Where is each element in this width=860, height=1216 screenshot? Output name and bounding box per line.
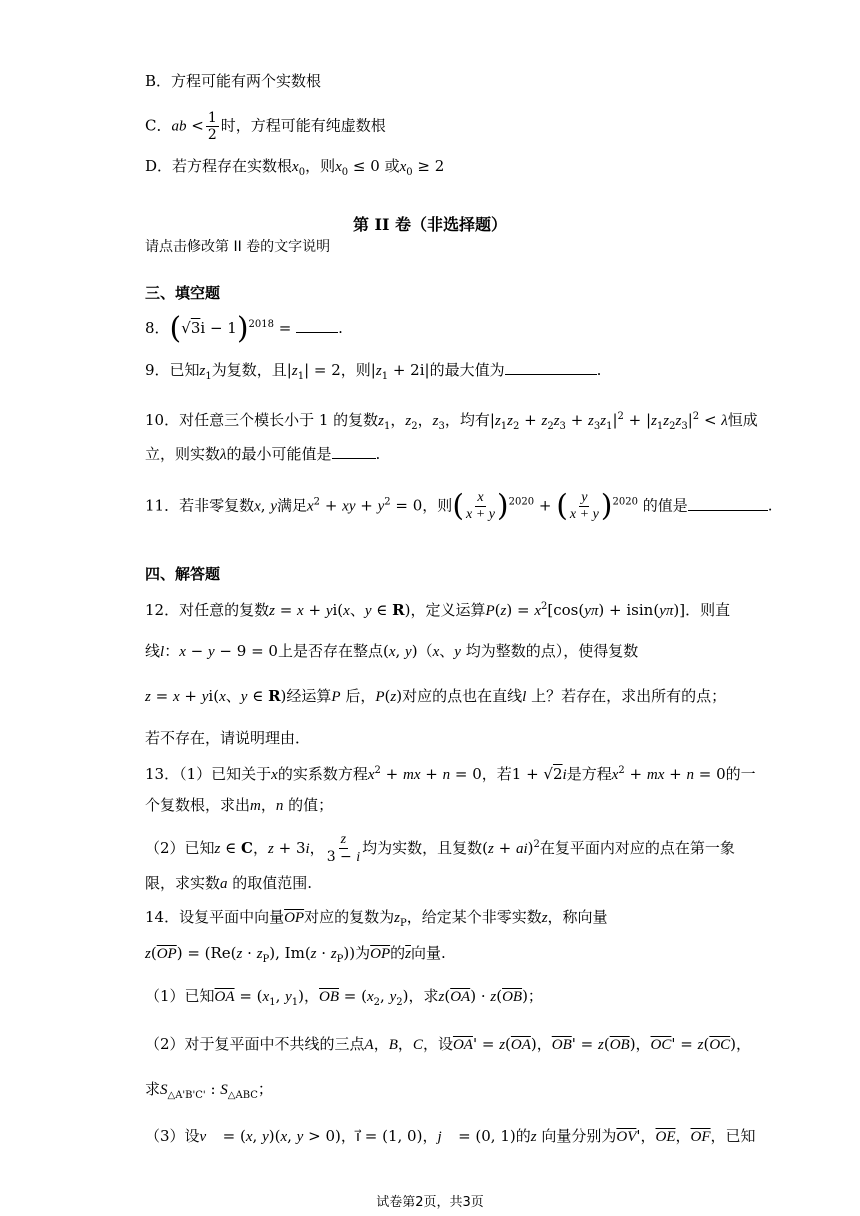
q13-l1b: 的实系数方程 — [277, 765, 368, 783]
q12-l3c: 对应的点也在直线 — [402, 687, 523, 705]
q12-l1b: ，定义运算 — [410, 601, 486, 619]
q13-l3a: （2）已知 — [145, 839, 215, 857]
q9-t3: 的最大值为 — [429, 361, 505, 379]
section4-heading: 四、解答题 — [145, 565, 221, 583]
q14-l6a: （3）设 — [145, 1127, 200, 1145]
question-13-line4: 限，求实数a 的取值范围. — [145, 874, 313, 892]
option-d: D．若方程存在实数根$x_0$，则$x_0 \le 0$ 或$x_0 \ge 2$ — [145, 157, 445, 178]
q14-l4b: ，设 — [422, 1035, 453, 1053]
q11-t1: 满足 — [276, 496, 307, 515]
q13-l1c: ，若 — [481, 765, 512, 783]
q13-l3b: 均为实数，且复数 — [362, 839, 483, 857]
q12-l3d: 上？若存在，求出所有的点； — [531, 687, 727, 705]
q14-l2b: 的 — [390, 944, 406, 962]
q14-l1b: 对应的复数为 — [304, 908, 395, 926]
question-14-line5: 求$S_{\triangle A'B'C'}$ : $S_{\triangle ABC}$； — [145, 1080, 273, 1101]
question-13-line2: 个复数根，求出m，n 的值； — [145, 796, 334, 814]
q8-number: 8． — [145, 319, 170, 337]
question-10-line2: 立，则实数λ的最小可能值是 . — [145, 445, 381, 463]
question-14-line2: $z(\overline{OP}) = (Re(z \cdot z_P)$, $Im(z \cdot z_P)$)为$\overline{OP}$的$\overline{z}$向量. — [145, 944, 446, 965]
q12-l3b: 后， — [345, 687, 376, 705]
q12-l2b: 上是否存在整点 — [277, 642, 383, 660]
question-12-line4: 若不存在，请说明理由． — [145, 729, 311, 747]
q14-l3b: ，求 — [408, 987, 439, 1005]
q14-l3a: （1）已知 — [145, 987, 215, 1005]
q13-l2b: 的值； — [288, 796, 334, 814]
question-14-line4: （2）对于复平面中不共线的三点A，B，C，设$\overline{OA}' = z(\overline{OA})$，$\overline{OB}' = z(\overline{OB})$，$\overline{OC}' = z(\overline{OC})$， — [145, 1035, 752, 1053]
q11-t3: 的值是 — [642, 496, 688, 515]
q12-l1c: ．则直 — [685, 601, 731, 619]
question-14: 14．设复平面中向量$\overline{OP}$对应的复数为$z_P$，给定某个非零实数z，称向量 — [145, 908, 608, 929]
q14-l1d: ，称向量 — [547, 908, 608, 926]
q14-l4a: （2）对于复平面中不共线的三点 — [145, 1035, 365, 1053]
q11-exp2: 2020 — [612, 496, 638, 508]
option-d-text: D．若方程存在实数根 — [145, 157, 293, 175]
q13-l2: 个复数根，求出 — [145, 796, 251, 814]
q14-l5a: 求 — [145, 1080, 161, 1098]
q10-t2: 恒成 — [727, 411, 758, 429]
q13-l1d: 是方程 — [566, 765, 612, 783]
q8-exponent: 2018 — [248, 319, 274, 330]
option-b-text: B．方程可能有两个实数根 — [145, 72, 322, 90]
option-d-or: 或 — [384, 157, 400, 175]
option-c-label: C． — [145, 116, 172, 135]
q9-t2: ，则 — [340, 361, 371, 379]
question-12: 12．对任意的复数z = x + yi(x、y ∈ R)，定义运算$P(z) = x^2[\cos(y\pi) + isin(y\pi)]$．则直 — [145, 601, 731, 619]
q12-l2a: 线 — [145, 642, 161, 660]
part2-note: 请点击修改第 II 卷的文字说明 — [145, 239, 331, 255]
q14-l2a: 为 — [355, 944, 371, 962]
question-11: 11．若非零复数x, y满足$x^2$ + xy + $y^2 = 0$，则( $\frac{x}{x + y}$ )$^{2020}$ + ( $\frac{y}{x + y}$ )$^{2020}$ 的值是 . — [145, 488, 773, 524]
q11-t2: ，则 — [422, 496, 453, 515]
question-10: 10．对任意三个模长小于 1 的复数$z_1$，$z_2$，$z_3$，均有$|z_1z_2 + z_2z_3 + z_3z_1|^2 + |z_1z_2z_3|^2 < \lambda$恒成 — [145, 411, 758, 432]
question-14-line3: （1）已知$\overline{OA} = (x_1$, $y_1$)，$\overline{OB} = (x_2$, $y_2$)，求$z(\overline{OA}) \cdot z(\overline{OB})$； — [145, 987, 543, 1008]
q11-exp1: 2020 — [508, 496, 535, 508]
q11-prefix: 11．若非零复数 — [145, 496, 255, 515]
question-9: 9．已知$z_1$为复数，且$|z_1| = 2$，则$|z_1 + 2i|$的最大值为 . — [145, 361, 602, 382]
q13-l1e: 的一 — [725, 765, 756, 783]
q14-l1c: ，给定某个非零实数 — [406, 908, 542, 926]
q10-line2: 立，则实数 — [145, 445, 221, 463]
question-12-line3: z = x + yi(x、y ∈ R)经运算P 后，P(z)对应的点也在直线l 上？若存在，求出所有的点； — [145, 687, 727, 705]
part2-title: 第 II 卷（非选择题） — [352, 215, 508, 234]
q14-l6c: 向量分别为 — [541, 1127, 617, 1145]
option-c-text: 时，方程可能有纯虚数根 — [220, 116, 386, 135]
page-footer: 试卷第2页，共3页 — [376, 1195, 484, 1210]
question-13: 13．（1）已知关于x的实系数方程$x^2$ + mx + n = 0，若1 + √2i是方程$x^2$ + mx + n = 0的一 — [145, 765, 756, 783]
q10-line2b: 的最小可能值是 — [226, 445, 332, 463]
q12-l2c: （ — [417, 642, 433, 660]
q14-l2c: 向量. — [411, 944, 446, 962]
q14-l1a: 14．设复平面中向量 — [145, 908, 285, 926]
q9-t1: 为复数，且 — [211, 361, 287, 379]
q14-l6d: ，已知 — [710, 1127, 756, 1145]
q12-l1a: 12．对任意的复数 — [145, 601, 270, 619]
option-c: C．ab < $\frac{1}{2}$ 时，方程可能有纯虚数根 — [145, 110, 386, 143]
q13-l4b: 的取值范围. — [232, 874, 313, 892]
q14-l6b: 的 — [515, 1127, 531, 1145]
q10-t1: ，均有 — [444, 411, 490, 429]
q13-l4: 限，求实数 — [145, 874, 221, 892]
question-14-line6: （3）设v⃗ = (x, y)(x, y > 0)，i⃗ = (1, 0)，j⃗ = (0, 1)的z 向量分别为$\overline{OV}'$，$\overline{OE}$，$\overline{OF}$，已知 — [145, 1127, 756, 1145]
q13-l3c: 在复平面内对应的点在第一象 — [539, 839, 735, 857]
section3-heading: 三、填空题 — [145, 284, 221, 302]
question-13-line3: （2）已知z ∈ C，z + 3i， $\frac{z}{3 - i}$ 均为实数，且复数(z + ai)$^2$在复平面内对应的点在第一象 — [145, 832, 735, 865]
q10-prefix: 10．对任意三个模长小于 1 的复数 — [145, 411, 379, 429]
q13-l1a: 13．（1）已知关于 — [145, 765, 272, 783]
q9-prefix: 9．已知 — [145, 361, 200, 379]
option-d-text2: ，则 — [305, 157, 336, 175]
q12-l3a: 经运算 — [286, 687, 332, 705]
q12-l2d: 均为整数的点），使得复数 — [465, 642, 639, 660]
option-b — [145, 70, 321, 92]
question-12-line2: 线l：x − y − 9 = 0上是否存在整点(x, y)（x、y 均为整数的点），使得复数 — [145, 642, 639, 660]
question-8: 8．$(√3i - 1)^{2018}$ = . — [145, 311, 343, 346]
